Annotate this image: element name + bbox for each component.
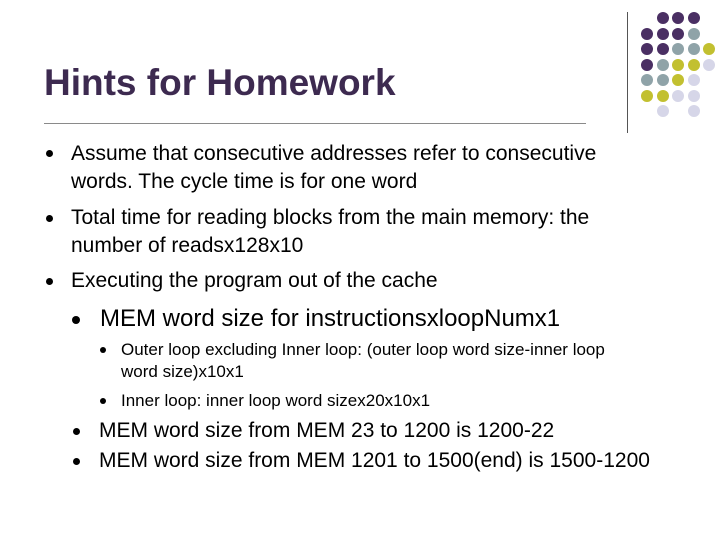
decorative-dot bbox=[657, 43, 669, 55]
bullet-line: number of readsx128x10 bbox=[71, 234, 304, 257]
decorative-dot bbox=[672, 90, 684, 102]
decorative-dot bbox=[688, 43, 700, 55]
bullet-dot bbox=[46, 150, 53, 157]
decorative-dot bbox=[657, 12, 669, 24]
decorative-dot bbox=[657, 105, 669, 117]
decorative-dot bbox=[641, 90, 653, 102]
bullet-line: Assume that consecutive addresses refer to consecutive bbox=[71, 142, 597, 165]
decorative-dot bbox=[688, 74, 700, 86]
bullet-dot bbox=[46, 278, 53, 285]
bullet-text bbox=[71, 140, 596, 196]
sub-bullet-dot bbox=[73, 458, 80, 465]
decorative-dot bbox=[703, 59, 715, 71]
decorative-dot bbox=[641, 28, 653, 40]
decorative-dot bbox=[672, 12, 684, 24]
page-title: Hints for Homework bbox=[44, 62, 396, 103]
decorative-dot bbox=[688, 28, 700, 40]
decorative-dot bbox=[657, 28, 669, 40]
sub-bullet-dot bbox=[72, 316, 80, 324]
decorative-dot bbox=[641, 74, 653, 86]
bullet-line: word size)x10x1 bbox=[121, 362, 244, 381]
decorative-dot bbox=[672, 74, 684, 86]
decorative-dot bbox=[657, 90, 669, 102]
sub-bullet-text: MEM word size from MEM 1201 to 1500(end) is 1500-1200 bbox=[99, 449, 650, 472]
decorative-dot bbox=[688, 90, 700, 102]
sub-bullet-text: MEM word size from MEM 23 to 1200 is 1200-22 bbox=[99, 419, 555, 442]
bullet-line: Executing the program out of the cache bbox=[71, 269, 438, 292]
bullet-line: Inner loop: inner loop word sizex20x10x1 bbox=[121, 391, 431, 410]
decorative-dot bbox=[672, 28, 684, 40]
decorative-dot bbox=[688, 12, 700, 24]
sub-sub-bullet-dot bbox=[100, 398, 106, 404]
decorative-dot bbox=[688, 59, 700, 71]
decorative-dot bbox=[672, 59, 684, 71]
decorative-dot bbox=[641, 43, 653, 55]
sub-sub-bullet-dot bbox=[100, 347, 106, 353]
sub-bullet-text: MEM word size for instructionsxloopNumx1 bbox=[100, 305, 561, 332]
decorative-dot bbox=[688, 105, 700, 117]
bullet-line: Total time for reading blocks from the main memory: the bbox=[71, 206, 590, 229]
decorative-dot bbox=[703, 43, 715, 55]
title-underline bbox=[44, 123, 586, 124]
bullet-dot bbox=[46, 215, 53, 222]
decorative-dot bbox=[657, 74, 669, 86]
sub-bullet-dot bbox=[73, 428, 80, 435]
decorative-dot bbox=[672, 43, 684, 55]
bullet-text bbox=[71, 267, 438, 295]
decorative-dot bbox=[641, 59, 653, 71]
decorative-divider bbox=[627, 12, 628, 133]
bullet-line: words. The cycle time is for one word bbox=[71, 170, 418, 193]
sub-sub-bullet-text bbox=[121, 339, 605, 383]
bullet-text bbox=[71, 204, 589, 260]
decorative-dot bbox=[657, 59, 669, 71]
bullet-line: Outer loop excluding Inner loop: (outer loop word size-inner loop bbox=[121, 340, 605, 359]
sub-sub-bullet-text bbox=[121, 390, 430, 412]
